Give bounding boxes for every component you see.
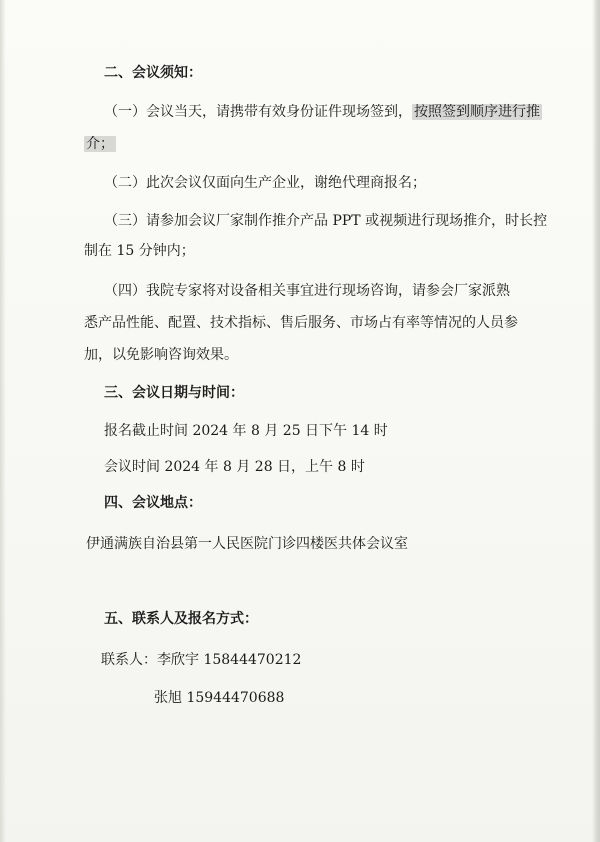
registration-deadline: 报名截止时间 2024 年 8 月 25 日下午 14 时 [104,423,388,439]
section2-item3-line2: 制在 15 分钟内； [84,243,195,259]
section2-item4-line1: （四）我院专家将对设备相关事宜进行现场咨询，请参会厂家派熟 [104,283,510,299]
meeting-location: 伊通满族自治县第一人民医院门诊四楼医共体会议室 [86,536,408,552]
section2-heading: 二、会议须知： [104,65,202,81]
contact-person-2: 张旭 15944470688 [154,690,285,706]
section5-heading: 五、联系人及报名方式： [104,611,258,627]
section3-heading: 三、会议日期与时间： [104,385,244,401]
section2-item3-line1: （三）请参加会议厂家制作推介产品 PPT 或视频进行现场推介，时长控 [104,213,548,229]
section2-item2: （二）此次会议仅面向生产企业，谢绝代理商报名； [104,175,426,191]
contact-person-1: 联系人：李欣宇 15844470212 [101,652,302,668]
section4-heading: 四、会议地点： [104,495,202,511]
highlighted-text-continued: 介； [86,136,114,152]
scan-edge-left [0,0,6,842]
section2-item1-line2 [84,135,116,153]
section2-item4-line3: 加，以免影响咨询效果。 [84,347,238,363]
section2-item4-line2: 悉产品性能、配置、技术指标、售后服务、市场占有率等情况的人员参 [84,315,518,331]
section2-item1-line1 [104,103,542,121]
highlighted-text: 按照签到顺序进行推 [414,104,540,120]
meeting-time: 会议时间 2024 年 8 月 28 日，上午 8 时 [104,459,365,475]
scan-edge-right [592,0,600,842]
bleed-through-text [55,22,575,52]
section2-item1-text: （一）会议当天，请携带有效身份证件现场签到， [104,104,412,120]
